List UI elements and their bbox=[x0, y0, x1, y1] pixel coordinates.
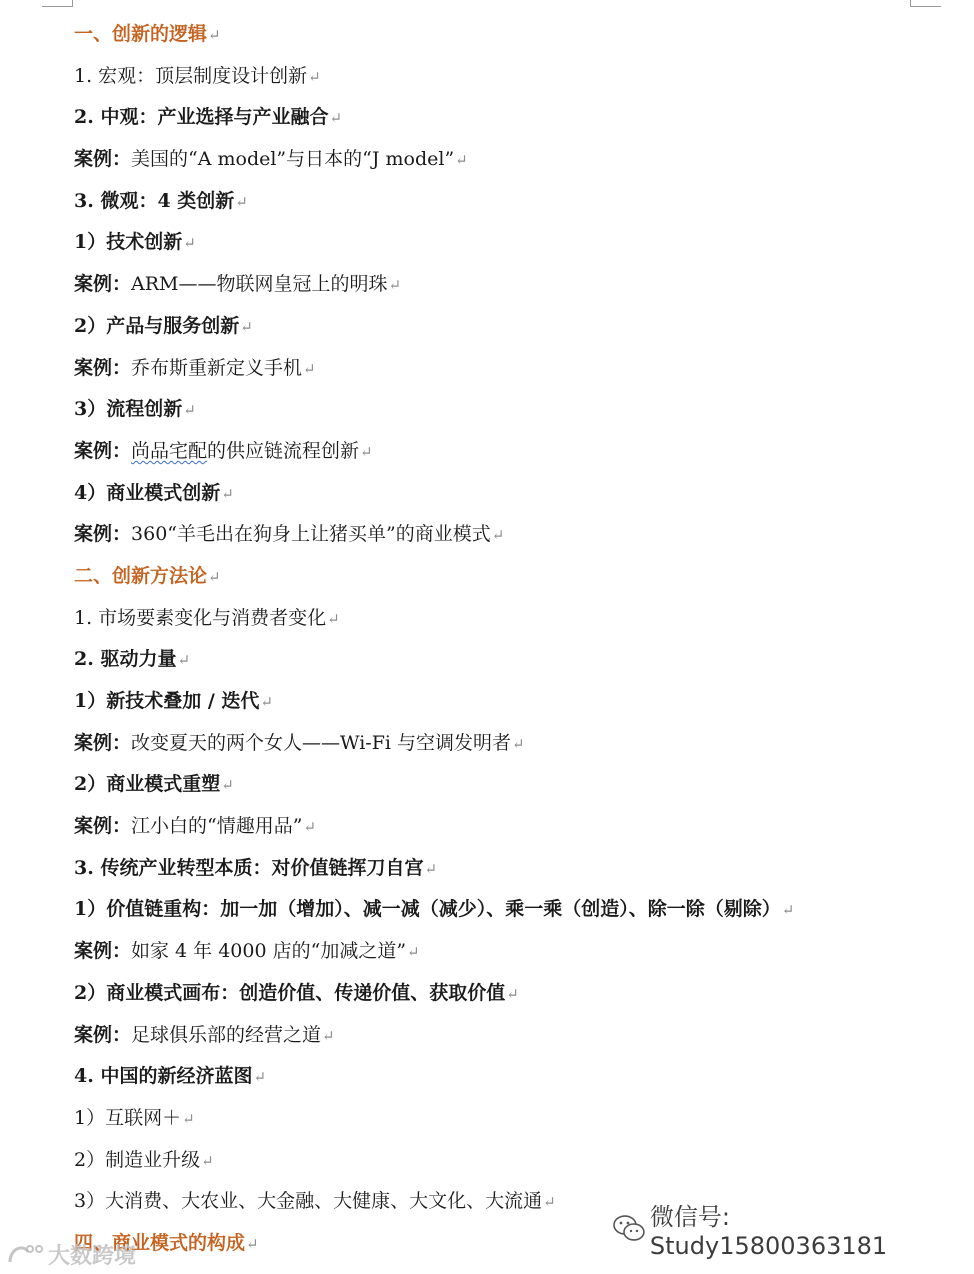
watermark-wechat-text: 微信号: Study15800363181 bbox=[649, 1202, 888, 1260]
line-text: 四、商业模式的构成 bbox=[74, 1231, 246, 1254]
paragraph-mark-icon: ↵ bbox=[329, 109, 343, 128]
paragraph-mark-icon: ↵ bbox=[491, 526, 505, 545]
watermark-wechat bbox=[612, 1202, 974, 1260]
outline-item bbox=[74, 97, 954, 139]
paragraph-mark-icon: ↵ bbox=[303, 359, 316, 378]
outline-item bbox=[74, 973, 954, 1015]
line-text: 1）技术创新 bbox=[74, 231, 183, 254]
paragraph-mark-icon: ↵ bbox=[543, 1193, 556, 1212]
line-text: 如家 4 年 4000 店的“加减之道” bbox=[131, 940, 407, 963]
line-text: 1）互联网＋ bbox=[74, 1106, 182, 1129]
paragraph-mark-icon: ↵ bbox=[235, 192, 248, 211]
case-label: 案例： bbox=[74, 439, 132, 462]
paragraph-mark-icon: ↵ bbox=[303, 818, 317, 837]
case-line bbox=[74, 139, 954, 181]
outline-item bbox=[74, 639, 954, 681]
paragraph-mark-icon: ↵ bbox=[308, 67, 321, 86]
page-corner-mark-left bbox=[42, 0, 73, 7]
paragraph-mark-icon: ↵ bbox=[221, 776, 234, 795]
line-text: 1）价值链重构：加一加（增加）、减一减（减少）、乘一乘（创造）、除一除（剔除） bbox=[74, 898, 781, 921]
outline-item bbox=[74, 889, 954, 931]
paragraph-mark-icon: ↵ bbox=[407, 943, 420, 962]
section-heading bbox=[74, 556, 954, 598]
line-text: ARM——物联网皇冠上的明珠 bbox=[131, 273, 388, 296]
paragraph-mark-icon: ↵ bbox=[201, 1151, 214, 1170]
paragraph-mark-icon: ↵ bbox=[512, 734, 525, 753]
outline-item bbox=[74, 56, 954, 98]
line-text: 3. 传统产业转型本质：对价值链挥刀自宫 bbox=[74, 856, 424, 879]
section-heading bbox=[74, 14, 954, 56]
case-line bbox=[74, 723, 954, 765]
outline-item bbox=[74, 389, 954, 431]
paragraph-mark-icon: ↵ bbox=[240, 317, 253, 336]
page-corner-mark-right bbox=[910, 0, 941, 7]
case-line bbox=[74, 514, 954, 556]
case-label: 案例： bbox=[74, 731, 132, 754]
outline-item bbox=[74, 598, 954, 640]
line-text: 4）商业模式创新 bbox=[74, 481, 221, 504]
outline-item bbox=[74, 181, 954, 223]
case-line bbox=[74, 1015, 954, 1057]
paragraph-mark-icon: ↵ bbox=[260, 693, 273, 711]
watermark-brand bbox=[6, 1238, 136, 1270]
outline-item bbox=[74, 1140, 954, 1182]
line-text: 3. 微观：4 类创新 bbox=[74, 189, 235, 212]
line-text: 360“羊毛出在狗身上让猪买单”的商业模式 bbox=[131, 523, 491, 546]
paragraph-mark-icon: ↵ bbox=[208, 26, 221, 44]
paragraph-mark-icon: ↵ bbox=[183, 401, 196, 420]
case-line bbox=[74, 348, 954, 390]
line-text: 1. 宏观：顶层制度设计创新 bbox=[74, 64, 308, 87]
line-text: 足球俱乐部的经营之道 bbox=[131, 1023, 322, 1046]
line-text: 二、创新方法论 bbox=[74, 564, 208, 587]
line-text: 3）流程创新 bbox=[74, 398, 183, 421]
paragraph-mark-icon: ↵ bbox=[177, 651, 191, 670]
line-text: 2）商业模式画布：创造价值、传递价值、获取价值 bbox=[74, 981, 506, 1004]
case-label: 案例： bbox=[74, 940, 132, 963]
case-line bbox=[74, 806, 954, 848]
line-text: 3）大消费、大农业、大金融、大健康、大文化、大流通 bbox=[74, 1190, 543, 1213]
paragraph-mark-icon: ↵ bbox=[182, 1109, 195, 1128]
line-text: 改变夏天的两个女人——Wi-Fi 与空调发明者 bbox=[131, 731, 512, 754]
case-label: 案例： bbox=[74, 356, 132, 379]
case-label: 案例： bbox=[74, 148, 132, 171]
line-text: 4. 中国的新经济蓝图 bbox=[74, 1065, 253, 1088]
watermark-brand-text: 大数跨境 bbox=[48, 1243, 137, 1269]
outline-item bbox=[74, 306, 954, 348]
paragraph-mark-icon: ↵ bbox=[388, 276, 402, 295]
paragraph-mark-icon: ↵ bbox=[455, 151, 468, 170]
line-text: 2）商业模式重塑 bbox=[74, 773, 221, 796]
line-text: 2）产品与服务创新 bbox=[74, 314, 240, 337]
line-text: 一、创新的逻辑 bbox=[74, 23, 208, 45]
case-line bbox=[74, 431, 954, 473]
line-text: 2）制造业升级 bbox=[74, 1148, 201, 1171]
paragraph-mark-icon: ↵ bbox=[183, 234, 196, 253]
outline-item bbox=[74, 1056, 954, 1098]
line-text: 1. 市场要素变化与消费者变化 bbox=[74, 606, 327, 629]
line-text: 2. 中观：产业选择与产业融合 bbox=[74, 106, 329, 129]
paragraph-mark-icon: ↵ bbox=[327, 609, 340, 628]
logo-icon bbox=[6, 1240, 46, 1268]
outline-item bbox=[74, 848, 954, 890]
spellcheck-flagged-text: 尚品宅配 bbox=[131, 439, 208, 462]
line-text: 1）新技术叠加 / 迭代 bbox=[74, 690, 260, 712]
case-label: 案例： bbox=[74, 273, 132, 296]
case-label: 案例： bbox=[74, 815, 132, 838]
line-text: 乔布斯重新定义手机 bbox=[131, 356, 303, 379]
case-label: 案例： bbox=[74, 523, 132, 546]
paragraph-mark-icon: ↵ bbox=[208, 567, 221, 586]
line-text: 江小白的“情趣用品” bbox=[131, 815, 303, 838]
paragraph-mark-icon: ↵ bbox=[506, 984, 519, 1003]
paragraph-mark-icon: ↵ bbox=[221, 484, 234, 503]
case-label: 案例： bbox=[74, 1023, 132, 1046]
paragraph-mark-icon: ↵ bbox=[360, 442, 373, 461]
case-line bbox=[74, 264, 954, 306]
paragraph-mark-icon: ↵ bbox=[322, 1026, 335, 1045]
case-line bbox=[74, 931, 954, 973]
outline-item bbox=[74, 222, 954, 264]
outline-item bbox=[74, 473, 954, 515]
line-text: 的供应链流程创新 bbox=[207, 439, 360, 462]
outline-item bbox=[74, 681, 954, 723]
document-body bbox=[74, 14, 954, 1265]
outline-item bbox=[74, 1098, 954, 1140]
paragraph-mark-icon: ↵ bbox=[424, 859, 438, 878]
wechat-icon bbox=[612, 1213, 646, 1243]
paragraph-mark-icon: ↵ bbox=[253, 1068, 267, 1087]
outline-item bbox=[74, 764, 954, 806]
paragraph-mark-icon: ↵ bbox=[781, 901, 795, 920]
line-text: 美国的“A model”与日本的“J model” bbox=[131, 148, 455, 171]
line-text: 2. 驱动力量 bbox=[74, 648, 177, 671]
paragraph-mark-icon: ↵ bbox=[246, 1234, 259, 1253]
